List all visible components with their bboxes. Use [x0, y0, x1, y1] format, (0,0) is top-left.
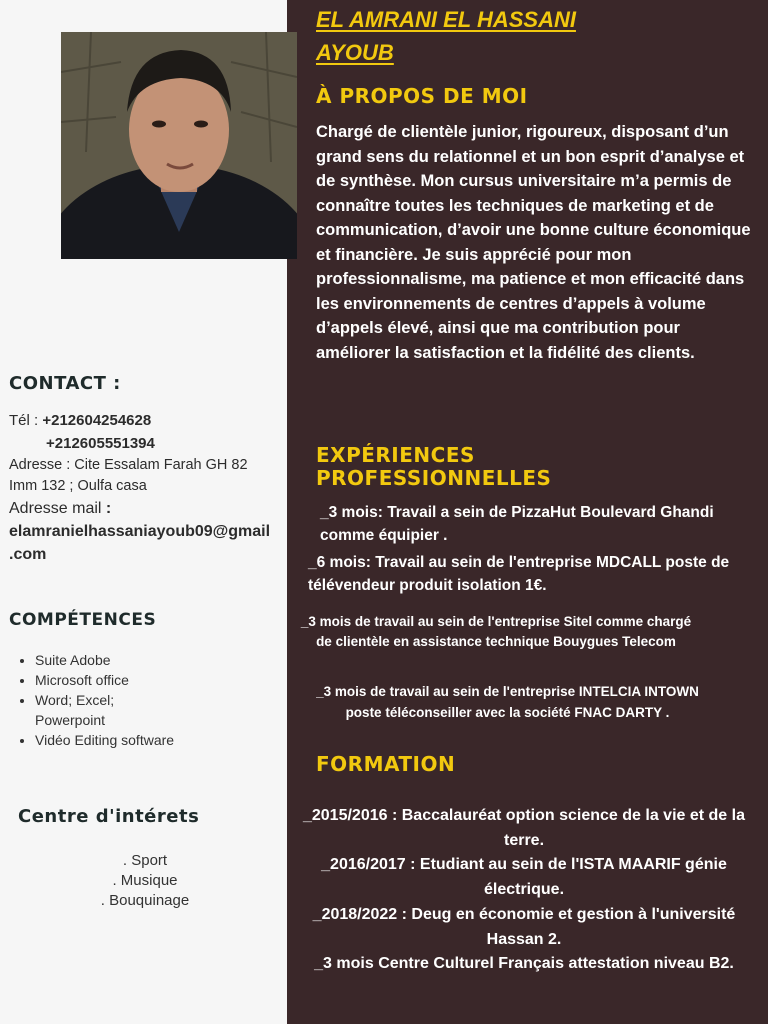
list-item: • Suite Adobe [35, 650, 185, 670]
mail-label-line: Adresse mail : [9, 500, 112, 517]
experiences-title: EXPÉRIENCES PROFESSIONNELLES [316, 443, 552, 490]
about-text: Chargé de clientèle junior, rigoureux, disposant d’un grand sens du relationnel et un bon esprit d’analyse et de synthèse. Mon cursus universitaire m’a permis de connaître toutes les techniques de marketing et de communication, d’avoir une bonne culture économique et financière. Je suis apprécié pour mon professionnalisme, ma patience et mon efficacité dans les environnements de centres d’appels à volume d’appels élevé, ainsi que ma contribution pour améliorer la satisfaction et la fidélité des clients. [316, 123, 751, 362]
phone-line [9, 410, 151, 432]
formation-item: _3 mois Centre Culturel Français attestation niveau B2. [314, 955, 734, 973]
formation-item: _2016/2017 : Etudiant au sein de l'ISTA MAARIF génie électrique. [321, 856, 727, 899]
address-line-1: Adresse : Cite Essalam Farah GH 82 [9, 457, 248, 473]
interets-title: Centre d'intérets [18, 806, 200, 827]
profile-photo [61, 32, 297, 259]
phone-1[interactable]: +212604254628 [42, 412, 152, 429]
competences-list [17, 650, 185, 750]
list-item: . Bouquinage [100, 892, 190, 909]
list-item: • Microsoft office [35, 670, 185, 690]
tel-label: Tél : [9, 412, 43, 429]
list-item: • Vidéo Editing software [35, 730, 185, 750]
formation-item: _2015/2016 : Baccalauréat option science de la vie et de la terre. [302, 807, 745, 849]
phone-2[interactable]: +212605551394 [46, 435, 155, 452]
address-line-2: Imm 132 ; Oulfa casa [9, 478, 147, 494]
formation-item: _2018/2022 : Deug en économie et gestion à l'université Hassan 2. [312, 905, 736, 948]
experience-item: _3 mois: Travail a sein de PizzaHut Boulevard Ghandi comme équipier . [320, 504, 714, 544]
full-name: EL AMRANI EL HASSANI AYOUB [316, 7, 576, 65]
experience-item: _6 mois: Travail au sein de l'entreprise MDCALL poste de télévendeur produit isolation 1€. [308, 554, 730, 594]
mail-label: Adresse mail [9, 500, 106, 517]
interets-list [60, 851, 230, 911]
contact-title: CONTACT : [9, 373, 121, 394]
experience-item: _3 mois de travail au sein de l'entreprise Sitel comme chargé de clientèle en assistance technique Bouygues Telecom [300, 614, 692, 649]
list-item: . Sport [122, 852, 168, 869]
list-item: . Musique [112, 872, 178, 889]
formation-title: FORMATION [316, 752, 456, 776]
competences-title: COMPÉTENCES [9, 610, 157, 630]
about-title: À PROPOS DE MOI [316, 84, 528, 108]
experience-item: _3 mois de travail au sein de l'entreprise INTELCIA INTOWN poste téléconseiller avec la société FNAC DARTY . [316, 684, 699, 720]
formation-list [300, 804, 748, 977]
email-address[interactable]: elamranielhassaniayoub09@gmail .com [9, 523, 271, 563]
list-item: • Word; Excel; Powerpoint [35, 690, 185, 730]
